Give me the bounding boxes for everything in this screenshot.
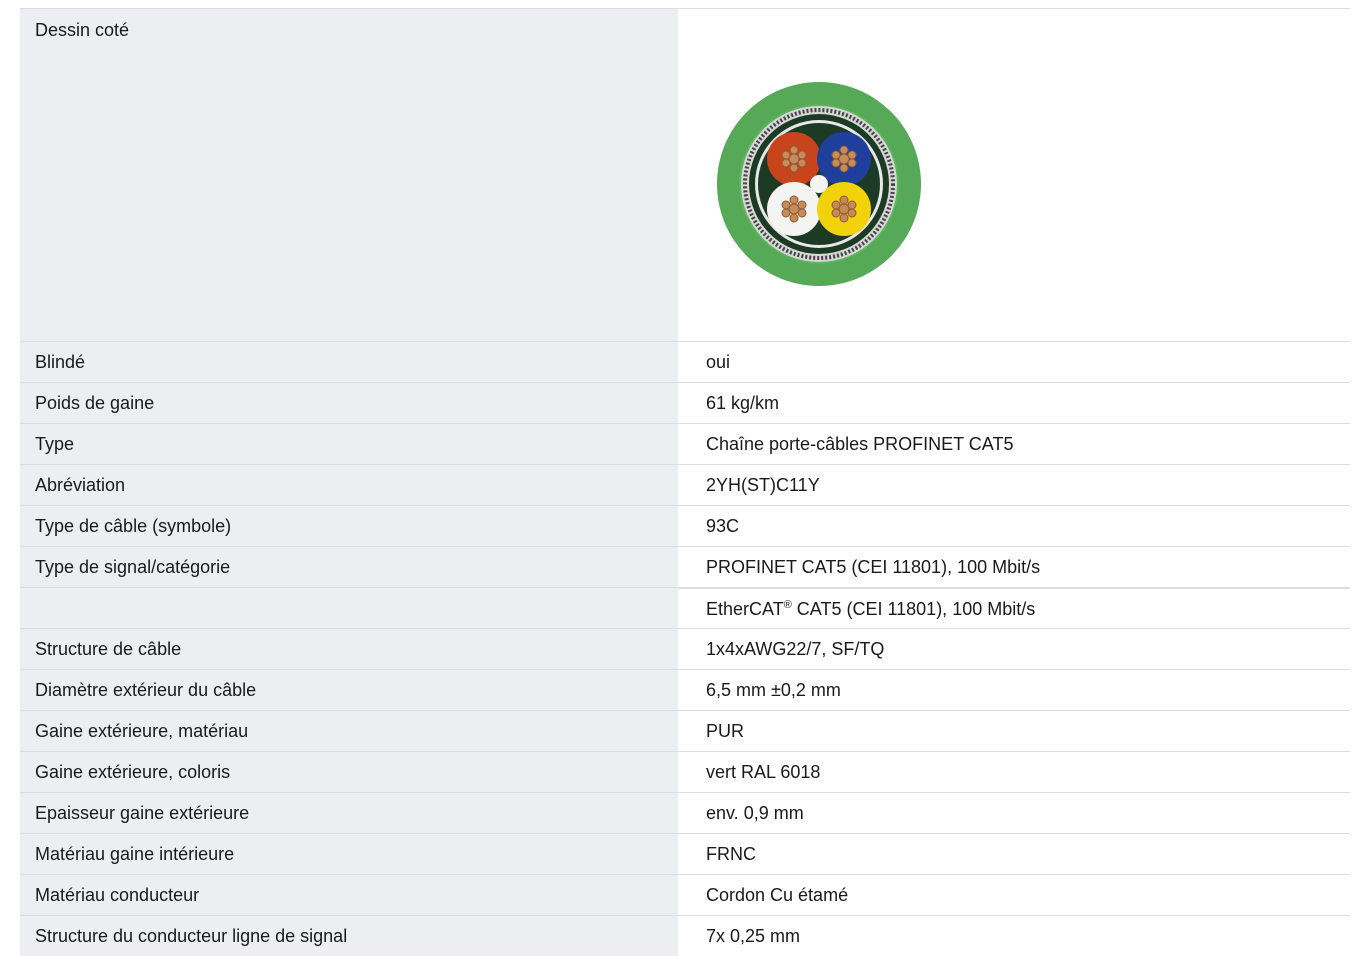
spec-label-empty xyxy=(20,588,678,628)
spec-value xyxy=(678,588,1350,628)
spec-row-signal-category xyxy=(20,547,1350,588)
spec-row-sheath-weight xyxy=(20,383,1350,424)
spec-row-type xyxy=(20,424,1350,465)
spec-row-outer-sheath-color xyxy=(20,752,1350,793)
spec-value: 6,5 mm ±0,2 mm xyxy=(678,670,1350,710)
spec-value: 61 kg/km xyxy=(678,383,1350,423)
spec-value: Chaîne porte-câbles PROFINET CAT5 xyxy=(678,424,1350,464)
spec-row-conductor-material xyxy=(20,875,1350,916)
spec-row-outer-diameter xyxy=(20,670,1350,711)
spec-value: 2YH(ST)C11Y xyxy=(678,465,1350,505)
spec-row-conductor-structure xyxy=(20,916,1350,956)
spec-row-signal-category-continued xyxy=(20,588,1350,629)
spec-value: 93C xyxy=(678,506,1350,546)
spec-label: Epaisseur gaine extérieure xyxy=(20,793,678,833)
spec-label: Blindé xyxy=(20,342,678,382)
spec-label: Type xyxy=(20,424,678,464)
spec-row-inner-sheath-material xyxy=(20,834,1350,875)
spec-table xyxy=(20,0,1350,956)
spec-label: Structure de câble xyxy=(20,629,678,669)
spec-label: Gaine extérieure, matériau xyxy=(20,711,678,751)
dimension-drawing-label: Dessin coté xyxy=(20,9,678,341)
cable-cross-section-image xyxy=(714,79,924,289)
top-strip xyxy=(20,0,1350,9)
spec-row-cable-symbol xyxy=(20,506,1350,547)
spec-value: 7x 0,25 mm xyxy=(678,916,1350,956)
spec-label: Type de signal/catégorie xyxy=(20,547,678,587)
spec-value: env. 0,9 mm xyxy=(678,793,1350,833)
spec-value: 1x4xAWG22/7, SF/TQ xyxy=(678,629,1350,669)
spec-value: vert RAL 6018 xyxy=(678,752,1350,792)
spec-value: PUR xyxy=(678,711,1350,751)
spec-label: Structure du conducteur ligne de signal xyxy=(20,916,678,956)
dimension-drawing-cell xyxy=(678,9,1350,341)
spec-label: Matériau gaine intérieure xyxy=(20,834,678,874)
spec-row-cable-structure xyxy=(20,629,1350,670)
spec-label: Poids de gaine xyxy=(20,383,678,423)
spec-value: PROFINET CAT5 (CEI 11801), 100 Mbit/s xyxy=(678,547,1350,587)
spec-value: FRNC xyxy=(678,834,1350,874)
spec-label: Abréviation xyxy=(20,465,678,505)
spec-row-outer-sheath-material xyxy=(20,711,1350,752)
dimension-drawing-row xyxy=(20,9,1350,342)
spec-row-shielded xyxy=(20,342,1350,383)
spec-label: Type de câble (symbole) xyxy=(20,506,678,546)
spec-label: Diamètre extérieur du câble xyxy=(20,670,678,710)
spec-value: oui xyxy=(678,342,1350,382)
spec-label: Gaine extérieure, coloris xyxy=(20,752,678,792)
value-main-text: EtherCAT xyxy=(706,599,784,619)
spec-row-abbreviation xyxy=(20,465,1350,506)
spec-label: Matériau conducteur xyxy=(20,875,678,915)
registered-mark: ® xyxy=(783,599,792,611)
value-rest-text: CAT5 (CEI 11801), 100 Mbit/s xyxy=(791,599,1036,619)
spec-value: Cordon Cu étamé xyxy=(678,875,1350,915)
spec-row-outer-sheath-thickness xyxy=(20,793,1350,834)
